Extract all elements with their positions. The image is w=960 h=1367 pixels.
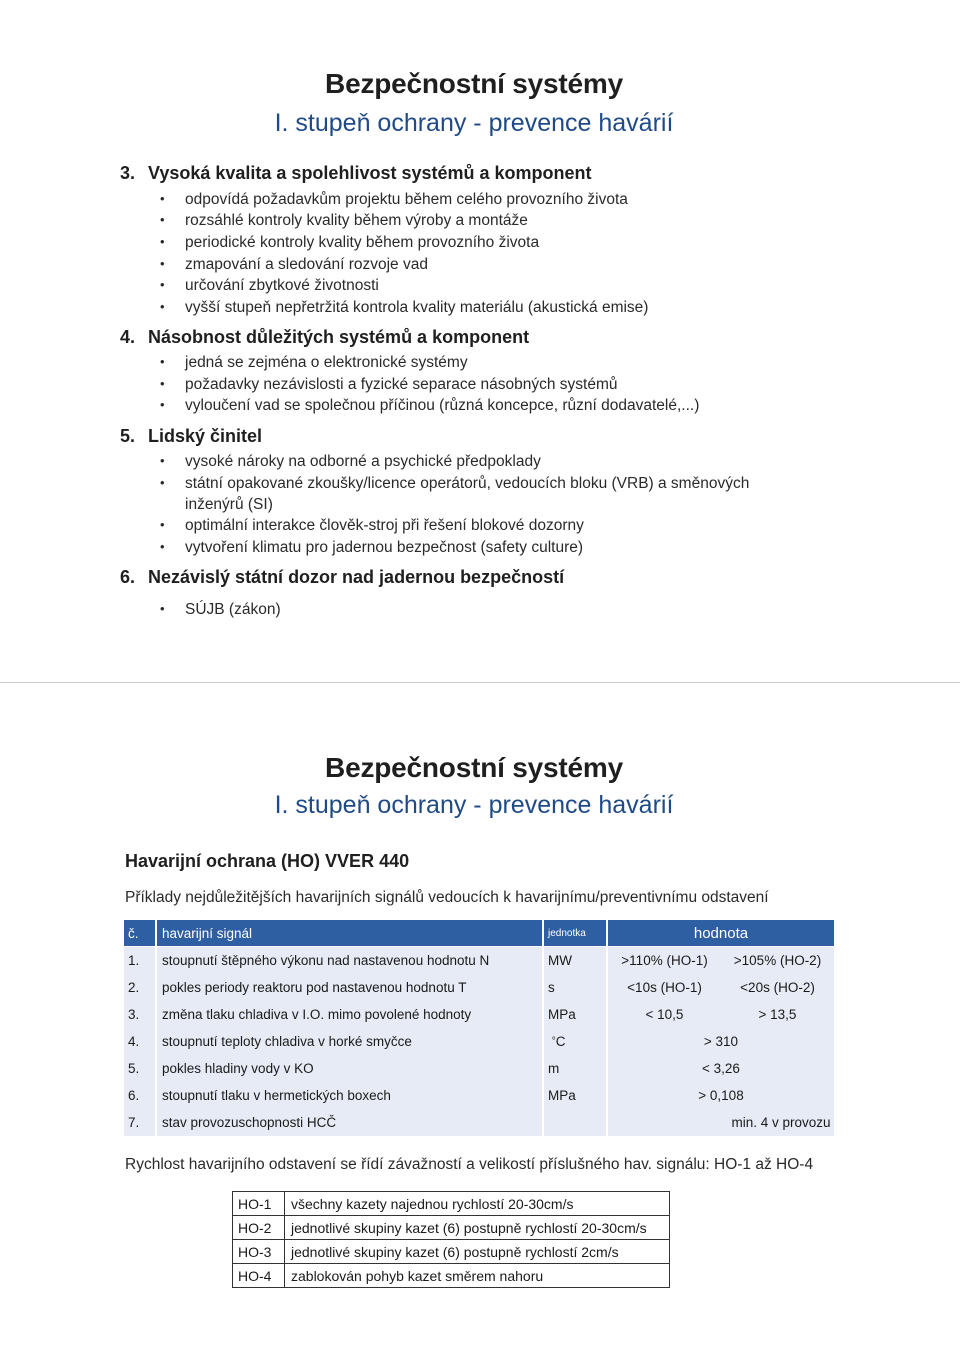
header-signal: havarijní signál: [157, 920, 542, 946]
section-4-heading: [120, 327, 529, 348]
bullet-icon: •: [160, 397, 165, 412]
bullet-icon: •: [160, 234, 165, 249]
slide-1: Bezpečnostní systémy I. stupeň ochrany - prevence havárií 3. Vysoká kvalita a spolehlivost systémů a komponent • odpovídá požadavkům projektu během celého provozního života • rozsáhlé kontroly kvality během výroby a montáže • periodické kontroly kvality během provozního života • zmapování a sledování rozvoje vad • určování zbytkové životnosti • vyšší stupeň nepřetržitá kontrola kvality materiálu (akustická emise) 4. Násobnost důležitých systémů a komponent • jedná se zejména o elektronické systémy • požadavky nezávislosti a fyzické separace násobných systémů • vyloučení vad se společnou příčinou (různá koncepce, různí dodavatelé,...) 5. Lidský činitel • vysoké nároky na odborné a psychické předpoklady • státní opakované zkoušky/licence operátorů, vedoucích bloku (VRB) a směnových inženýrů (SI) • optimální interakce člověk-stroj při řešení blokové dozorny • vytvoření klimatu pro jadernou bezpečnost (safety culture) 6. Nezávislý státní dozor nad jadernou bezpečností • SÚJB (zákon): [0, 0, 960, 683]
ho-code: HO-1: [233, 1192, 285, 1216]
bullet-icon: •: [160, 256, 165, 271]
slide-1-title: Bezpečnostní systémy: [325, 68, 623, 99]
bullet-icon: •: [160, 539, 165, 554]
ho-desc: jednotlivé skupiny kazet (6) postupně rychlostí 2cm/s: [285, 1240, 670, 1264]
section-title: Násobnost důležitých systémů a komponent: [148, 327, 530, 347]
page-divider: [0, 682, 960, 683]
table-row: [233, 1264, 670, 1288]
bullet-icon: •: [160, 475, 165, 490]
section-3-heading: [120, 163, 592, 184]
ho-code: HO-2: [233, 1216, 285, 1240]
header-value: hodnota: [608, 920, 834, 946]
section-number: 4.: [120, 327, 136, 347]
ho-desc: zablokován pohyb kazet směrem nahoru: [285, 1264, 670, 1288]
table-row: 2. pokles periody reaktoru pod nastavenou hodnotu T s <10s (HO-1) <20s (HO-2): [124, 974, 834, 1001]
ho-desc: všechny kazety najednou rychlostí 20-30cm/s: [285, 1192, 670, 1216]
table-row: 3. změna tlaku chladiva v I.O. mimo povolené hodnoty MPa < 10,5 > 13,5: [124, 1001, 834, 1028]
table-row: [233, 1240, 670, 1264]
bullet-icon: •: [160, 212, 165, 227]
section-number: 6.: [120, 567, 136, 587]
slide-1-subtitle: I. stupeň ochrany - prevence havárií: [274, 109, 674, 137]
signals-table: [124, 920, 834, 1136]
slide-2: [0, 684, 960, 1367]
bullet-icon: •: [160, 191, 165, 206]
bullet-icon: •: [160, 453, 165, 468]
bullet-icon: •: [160, 354, 165, 369]
table-row: 7. stav provozuschopnosti HCČ min. 4 v provozu: [124, 1109, 834, 1136]
slide-2-title: Bezpečnostní systémy: [325, 752, 623, 783]
bullet-icon: •: [160, 299, 165, 314]
header-num: č.: [124, 920, 155, 946]
ho-desc: jednotlivé skupiny kazet (6) postupně rychlostí 20-30cm/s: [285, 1216, 670, 1240]
table-row: 5. pokles hladiny vody v KO m < 3,26: [124, 1055, 834, 1082]
ho-levels-table: [232, 1191, 670, 1288]
intro-text: Příklady nejdůležitějších havarijních signálů vedoucích k havarijnímu/preventivnímu odstavení: [125, 889, 769, 906]
header-unit: jednotka: [544, 920, 606, 946]
section-title: Lidský činitel: [148, 426, 263, 446]
section-title: Nezávislý státní dozor nad jadernou bezpečností: [148, 567, 565, 587]
bullet-icon: •: [160, 376, 165, 391]
table-row: 1. stoupnutí štěpného výkonu nad nastavenou hodnotu N MW >110% (HO-1) >105% (HO-2): [124, 947, 834, 974]
table-row: [233, 1192, 670, 1216]
bullet-icon: •: [160, 601, 165, 616]
table-header-row: [124, 920, 834, 946]
section-number: 3.: [120, 163, 136, 183]
bullet-icon: •: [160, 517, 165, 532]
bullet-icon: •: [160, 277, 165, 292]
section-number: 5.: [120, 426, 136, 446]
table-row: [233, 1216, 670, 1240]
table-row: 6. stoupnutí tlaku v hermetických boxech MPa > 0,108: [124, 1082, 834, 1109]
section-title: Vysoká kvalita a spolehlivost systémů a komponent: [148, 163, 592, 183]
table-row: 4. stoupnutí teploty chladiva v horké smyčce ° C > 310: [124, 1028, 834, 1055]
ho-code: HO-4: [233, 1264, 285, 1288]
section-heading: Havarijní ochrana (HO) VVER 440: [125, 851, 410, 871]
slide-2-subtitle: I. stupeň ochrany - prevence havárií: [274, 791, 674, 819]
speed-note: Rychlost havarijního odstavení se řídí závažností a velikostí příslušného hav. signálu: HO-1 až HO-4: [125, 1156, 814, 1173]
ho-code: HO-3: [233, 1240, 285, 1264]
section-5-heading: [120, 426, 262, 447]
section-6-heading: [120, 567, 564, 588]
